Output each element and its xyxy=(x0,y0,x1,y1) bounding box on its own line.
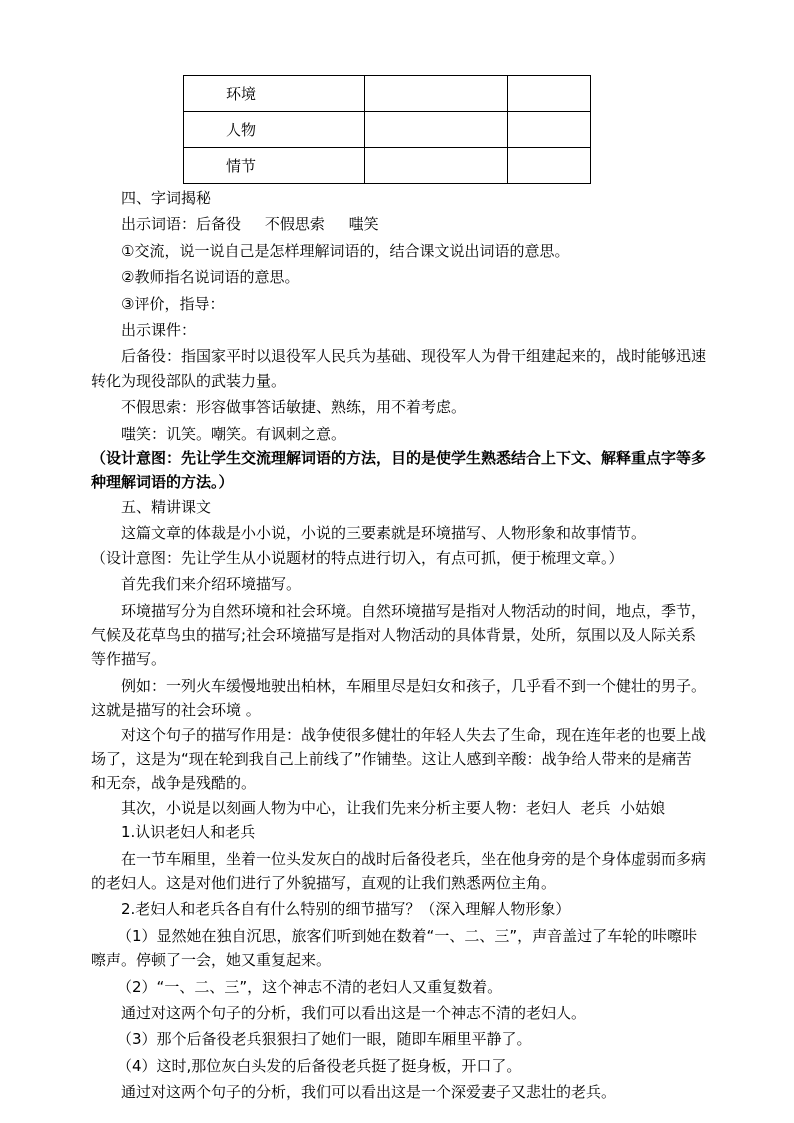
paragraph: 例如：一列火车缓慢地驶出柏林，车厢里尽是妇女和孩子，几乎看不到一个健壮的男子。这就是描写的社会环境 。 xyxy=(91,676,707,720)
table-row-label: 情节 xyxy=(184,148,365,184)
quote-item: （2）“一、二、三”，这个神志不清的老妇人又重复数着。 xyxy=(117,977,503,996)
section-heading: 五、精讲课文 xyxy=(121,497,212,516)
table-cell-empty xyxy=(508,148,591,184)
paragraph: 首先我们来介绍环境描写。 xyxy=(121,575,302,594)
subheading: 2.老妇人和老兵各自有什么特别的细节描写？（深入理解人物形象） xyxy=(121,900,571,919)
paragraph: 通过对这两个句子的分析，我们可以看出这是一个神志不清的老妇人。 xyxy=(121,1004,587,1022)
table-row-label: 人物 xyxy=(184,112,365,148)
paragraph: ③评价，指导： xyxy=(121,294,225,313)
quote-item: （3）那个后备役老兵狠狠扫了她们一眼，随即车厢里平静了。 xyxy=(117,1030,532,1049)
design-intent-note: （设计意图：先让学生交流理解词语的方法，目的是使学生熟悉结合上下文、解释重点字等多种理解词语的方法。） xyxy=(91,449,707,492)
paragraph: 通过对这两个句子的分析，我们可以看出这是一个深爱妻子又悲壮的老兵。 xyxy=(121,1083,617,1102)
table-cell-empty xyxy=(365,112,508,148)
quote-item: （4）这时,那位灰白头发的后备役老兵挺了挺身板，开口了。 xyxy=(117,1056,522,1075)
table-cell-empty xyxy=(508,76,591,112)
paragraph: 出示课件： xyxy=(121,321,197,340)
table-row xyxy=(184,76,591,112)
definition-paragraph: 嗤笑：讥笑。嘲笑。有讽刺之意。 xyxy=(121,424,347,443)
table-cell-empty xyxy=(508,112,591,148)
paragraph: 其次，小说是以刻画人物为中心，让我们先来分析主要人物：老妇人 老兵 小姑娘 xyxy=(121,798,666,817)
document-body xyxy=(91,186,706,1105)
design-intent-note: （设计意图：先让学生从小说题材的特点进行切入，有点可抓，便于梳理文章。） xyxy=(91,548,624,567)
table-row xyxy=(184,112,591,148)
analysis-table xyxy=(183,75,591,184)
paragraph: 这篇文章的体裁是小小说，小说的三要素就是环境描写、人物形象和故事情节。 xyxy=(121,524,647,543)
definition-paragraph: 不假思索：形容做事答话敏捷、熟练，用不着考虑。 xyxy=(121,398,467,417)
subheading: 1.认识老妇人和老兵 xyxy=(121,823,256,842)
table-cell-empty xyxy=(365,76,508,112)
definition-paragraph: 后备役：指国家平时以退役军人民兵为基础、现役军人为骨干组建起来的，战时能够迅速转化为现役部队的武装力量。 xyxy=(91,347,707,390)
paragraph: ②教师指名说词语的意思。 xyxy=(121,268,300,287)
paragraph: 环境描写分为自然环境和社会环境。自然环境描写是指对人物活动的时间，地点，季节，气候及花草鸟虫的描写;社会环境描写是指对人物活动的具体背景，处所，氛围以及人际关系等作描写。 xyxy=(91,601,707,669)
paragraph: ①交流，说一说自己是怎样理解词语的，结合课文说出词语的意思。 xyxy=(121,241,570,260)
paragraph: 在一节车厢里，坐着一位头发灰白的战时后备役老兵，坐在他身旁的是个身体虚弱而多病的老妇人。这是对他们进行了外貌描写，直观的让我们熟悉两位主角。 xyxy=(91,849,707,892)
table-row-label: 环境 xyxy=(184,76,365,112)
table-row xyxy=(184,148,591,184)
quote-item: （1）显然她在独自沉思，旅客们听到她在数着“一、二、三”，声音盖过了车轮的咔嚓咔嚓声。停顿了一会，她又重复起来。 xyxy=(91,926,698,970)
section-heading: 四、字词揭秘 xyxy=(121,189,212,207)
paragraph: 出示词语：后备役 不假思索 嗤笑 xyxy=(121,215,379,234)
paragraph: 对这个句子的描写作用是：战争使很多健壮的年轻人失去了生命，现在连年老的也要上战场了，这是为“现在轮到我自己上前线了”作铺垫。这让人感到辛酸：战争给人带来的是痛苦和无奈，战争是残酷的。 xyxy=(91,725,707,793)
table-cell-empty xyxy=(365,148,508,184)
